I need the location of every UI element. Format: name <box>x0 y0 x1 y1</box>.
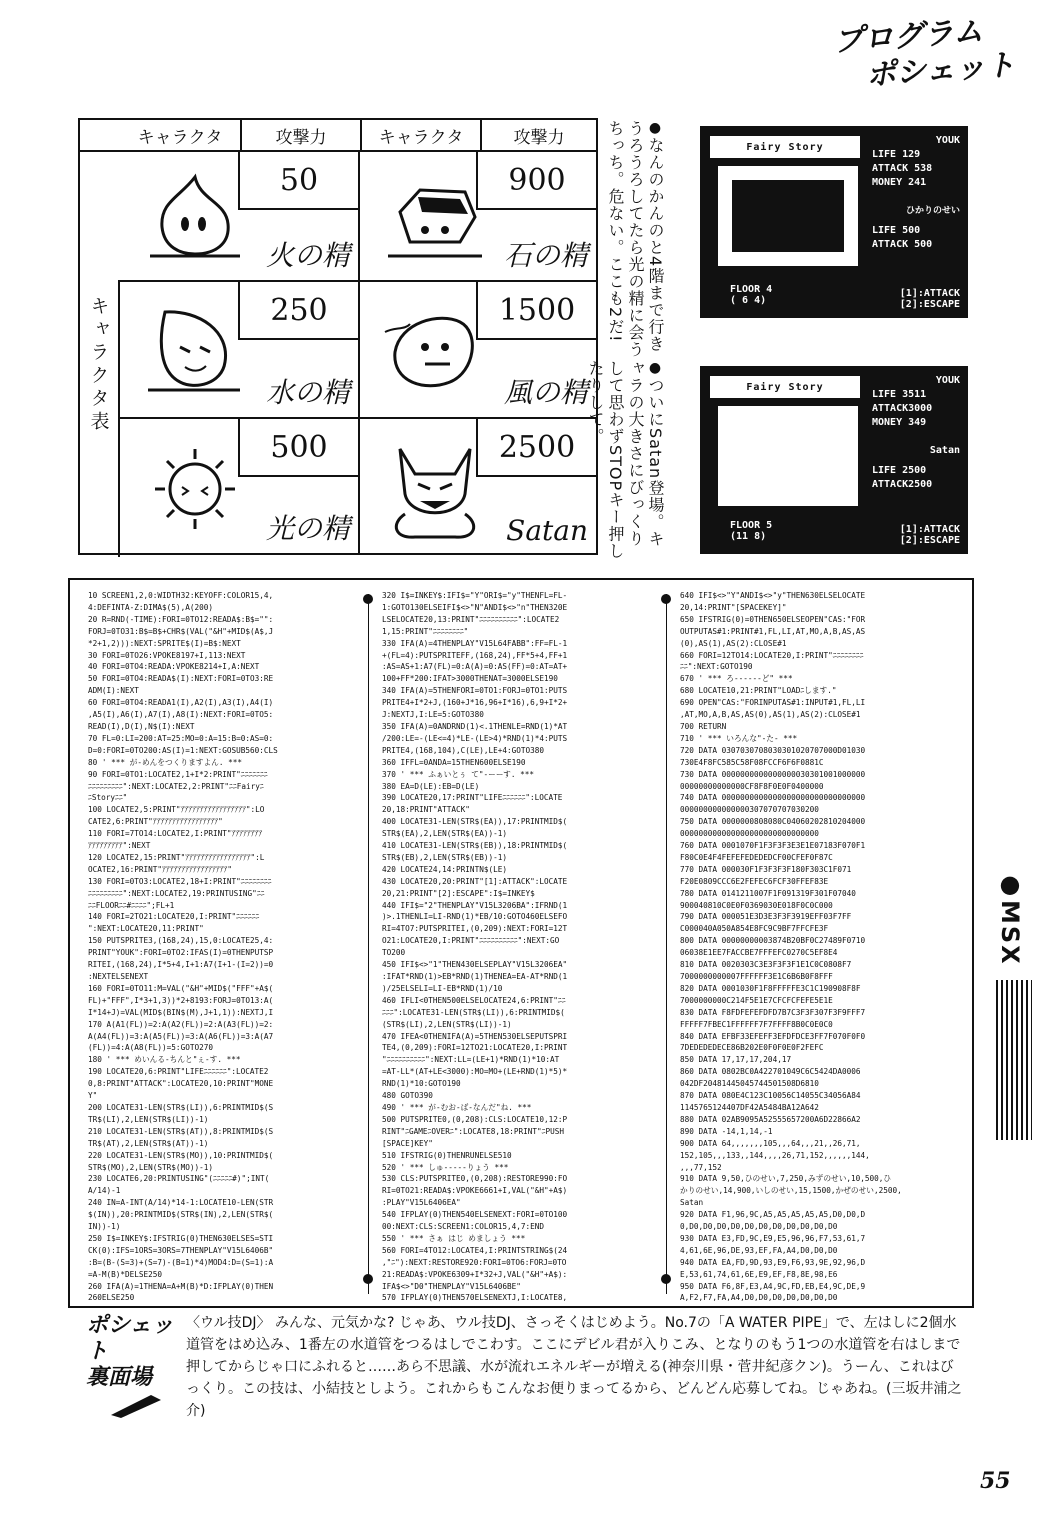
player-money-2: MONEY 349 <box>872 417 927 428</box>
header-character: キャラクタ <box>120 120 240 152</box>
stone-spirit-cell <box>360 152 596 282</box>
header-attack: 攻撃力 <box>240 120 360 152</box>
table-side-title: キャラクタ表 <box>80 280 120 557</box>
wind-spirit-attack: 1500 <box>476 282 596 340</box>
pen-icon <box>106 1390 166 1420</box>
command-menu-2 <box>900 524 960 546</box>
command-menu <box>900 288 960 310</box>
wind-spirit-name: 風の精 <box>503 376 588 409</box>
corridor <box>732 180 844 252</box>
logo-line2: ポシェット <box>864 47 1017 94</box>
player-name-2: YOUK <box>935 375 960 386</box>
light-spirit-drawing <box>140 439 250 534</box>
satan-cell <box>360 419 596 553</box>
msx-side-tab <box>996 870 1036 1140</box>
attack-command: [1]:ATTACK <box>899 288 960 299</box>
floor-display <box>730 284 772 306</box>
column-dot <box>661 1274 671 1284</box>
enemy-life-2: LIFE 2500 <box>872 465 927 476</box>
floor-position-2: (11 8) <box>730 531 767 542</box>
enemy-name: ひかりのせい <box>905 206 960 216</box>
enemy-attack: ATTACK 500 <box>872 239 933 250</box>
floor-position: ( 6 4) <box>730 295 767 306</box>
water-spirit-attack: 250 <box>238 282 358 340</box>
page-number: 55 <box>980 1468 1011 1494</box>
enemy-name-2: Satan <box>929 445 960 456</box>
satan-drawing <box>380 439 490 544</box>
fire-spirit-name: 火の精 <box>265 239 350 272</box>
attack-command-2: [1]:ATTACK <box>899 524 960 535</box>
game-screenshot-floor4 <box>700 126 968 318</box>
character-table <box>78 118 598 555</box>
player-attack-2: ATTACK3000 <box>872 403 933 414</box>
light-spirit-cell <box>120 419 360 553</box>
listing-column-2: 320 I$=INKEY$:IFI$="Y"ORI$="y"THENFL=FL- 1:GOTO130ELSEIFI$<>"N"ANDI$<>"n"THEN320E LSELOCATE20,13:PRINT"ﾆﾆﾆﾆﾆﾆﾆﾆﾆﾆ":LOCATE2 1,15:PRINT"ﾆﾆﾆﾆﾆﾆﾆﾆ" 330 IFA(A)=4THENPLAY"V15L64FABB":FF=FL-1 +(FL=4):PUTSPRITEFF,(168,24),FF*5+4,FF+1 :AS=AS+1:A7(FL)=0:A(A)=0:AS(FF)=0:AT=AT+ 100+FF*200:IFAT>3000THENAT=3000ELSE190 340 IFA(A)=5THENFORI=0TO1:FORJ=0TO1:PUTS PRITE4+I*2+J,(160+J*16,96+I*16),6,9+I*2+ J:NEXTJ,I:LE=5:GOTO380 350 IFA(A)=0ANDRND(1)<.1THENLE=RND(1)*AT /200:LE=-(LE<=4)*LE-(LE>4)*RND(1)*4:PUTS PRITE4,(168,104),C(LE),LE+4:GOTO380 360 IFFL=0ANDA=15THEN600ELSE190 370 ' *** ふぁいとぅ て"-ーーす. *** 380 EA=D(LE):EB=D(LE) 390 LOCATE20,17:PRINT"LIFEﾆﾆﾆﾆﾆﾆ":LOCATE 20,18:PRINT"ATTACK" 400 LOCATE31-LEN(STR$(EA)),17:PRINTMID$( STR$(EA),2,LEN(STR$(EA))-1) 410 LOCATE31-LEN(STR$(EB)),18:PRINTMID$( STR$(EB),2,LEN(STR$(EB))-1) 420 LOCATE24,14:PRINTN$(LE) 430 LOCATE20,20:PRINT"[1]:ATTACK":LOCATE 20,21:PRINT"[2]:ESCAPE":I$=INKEY$ 440 IFI$="2"THENPLAY"V15L3206BA":IFRND(1 )>.1THENLI=LI-RND(1)*EB/10:GOTO460ELSEFO RI=4TO7:PUTSPRITEI,(0,209):NEXT:FORI=12T O21:LOCATE20,I:PRINT"ﾆﾆﾆﾆﾆﾆﾆﾆﾆﾆ":NEXT:GO TO200 450 IFI$<>"1"THEN430ELSEPLAY"V15L3206EA" :IFAT*RND(1)>EB*RND(1)THENEA=EA-AT*RND(1 )/25ELSELI=LI-EB*RND(1)/10 460 IFLI<0THEN500ELSELOCATE24,6:PRINT"ﾆﾆ ﾆﾆﾆ":LOCATE31-LEN(STR$(LI)),6:PRINTMID$( (STR$(LI),2,LEN(STR$(LI))-1) 470 IFEA<0THENIFA(A)=5THEN530ELSEPUTSPRI TE4,(0,209):FORI=12TO21:LOCATE20,I:PRINT "ﾆﾆﾆﾆﾆﾆﾆﾆﾆﾆ":NEXT:LL=(LE+1)*RND(1)*10:AT =AT-LL*(AT+LE<3000):MO=MO+(LE+RND(1)*5)* RND(1)*10:GOTO190 480 GOTO390 490 ' *** が-むお-ば-なんだ"ね. *** 500 PUTSPRITE0,(0,208):CLS:LOCATE10,12:P RINT"ﾆGAMEﾆOVERﾆ":LOCATE8,18:PRINT"ﾆPUSH [SPACE]KEY" 510 IFSTRIG(0)THENRUNELSE510 520 ' *** しゅ-----りょう *** 530 CLS:PUTSPRITE0,(0,208):RESTORE990:FO RI=0TO21:READA$:VPOKE6661+I,VAL("&H"+A$) :PLAY"V15L6406EA" 540 IFPLAY(0)THEN540ELSENEXT:FORI=0TO100 00:NEXT:CLS:SCREEN1:COLOR15,4,7:END 550 ' *** さぁ はじ めましょう *** 560 FORI=4TO12:LOCATE4,I:PRINTSTRING$(24 ,"ﾆ"):NEXT:RESTORE920:FORI=0TO6:FORJ=0TO 21:READA$:VPOKE6309+I*32+J,VAL("&H"+A$): IFA$<>"D0"THENPLAY"V15L6406BE" 570 IFPLAY(0)THEN570ELSENEXTJ,I:LOCATE8, <box>382 591 568 1302</box>
satan-name: Satan <box>506 514 588 547</box>
light-spirit-attack: 500 <box>238 419 358 477</box>
program-listing <box>68 578 974 1308</box>
listing-column-1: 10 SCREEN1,2,0:WIDTH32:KEYOFF:COLOR15,4, 4:DEFINTA-Z:DIMA$(5),A(200) 20 R=RND(-TIME):FORI=0TO12:READA$:B$="": FORJ=0TO31:B$=B$+CHR$(VAL("&H"+MID$(A$,J *2+1,2))):NEXT:SPRITE$(I)=B$:NEXT 30 FORI=0TO26:VPOKE8197+I,113:NEXT 40 FORI=0TO4:READA:VPOKE8214+I,A:NEXT 50 FORI=0TO4:READA$(I):NEXT:FORI=0TO3:RE ADM(I):NEXT 60 FORI=0TO4:READA1(I),A2(I),A3(I),A4(I) ,A5(I),A6(I),A7(I),A8(I):NEXT:FORI=0TO5: READ(I),D(I),N$(I):NEXT 70 FL=0:LI=200:AT=25:MO=0:A=15:B=0:AS=0: D=0:FORI=0TO200:AS(I)=1:NEXT:GOSUB560:CLS 80 ' *** が-めんをつくりますよん. *** 90 FORI=0TO1:LOCATE2,1+I*2:PRINT"ﾆﾆﾆﾆﾆﾆﾆ ﾆﾆﾆﾆﾆﾆﾆﾆﾆ":NEXT:LOCATE2,2:PRINT"ﾆﾆFairyﾆ ﾆStoryﾆﾆ" 100 LOCATE2,5:PRINT"ｱｱｱｱｱｱｱｱｱｱｱｱｱｱｱｱｱ":LO CATE2,6:PRINT"ｱｱｱｱｱｱｱｱｱｱｱｱｱｱｱｱｱ" 110 FORI=7TO14:LOCATE2,I:PRINT"ｱｱｱｱｱｱｱｱ ｱｱｱｱｱｱｱｱｱ":NEXT 120 LOCATE2,15:PRINT"ｱｱｱｱｱｱｱｱｱｱｱｱｱｱｱｱｱ":L OCATE2,16:PRINT"ｱｱｱｱｱｱｱｱｱｱｱｱｱｱｱｱｱ" 130 FORI=0TO3:LOCATE2,18+I:PRINT"ﾆﾆﾆﾆﾆﾆﾆﾆ ﾆﾆﾆﾆﾆﾆﾆﾆﾆ":NEXT:LOCATE2,19:PRINTUSING"ﾆﾆ ﾆﾆFLOORﾆﾆ#ﾆﾆﾆﾆ";FL+1 140 FORI=2TO21:LOCATE20,I:PRINT"ﾆﾆﾆﾆﾆﾆ ":NEXT:LOCATE20,11:PRINT" 150 PUTSPRITE3,(168,24),15,0:LOCATE25,4: PRINT"YOUK":FORI=0TO2:IFAS(I)=0THENPUTSP RITEI,(168,24),I*5+4,I+1:A7(I+1-(I=2))=0 :NEXTELSENEXT 160 FORI=0TO11:M=VAL("&H"+MID$("FFF"+A$( FL)+"FFF",I*3+1,3))*2+8193:FORJ=0TO13:A( I*14+J)=VAL(MID$(BIN$(M),J+1,1)):NEXTJ,I 170 A(A1(FL))=2:A(A2(FL))=2:A(A3(FL))=2: A(A4(FL))=3:A(A5(FL))=3:A(A6(FL))=3:A(A7 (FL))=4:A(A8(FL))=5:GOTO270 180 ' *** めいんる-ちんと"ぇ-す. *** 190 LOCATE20,6:PRINT"LIFEﾆﾆﾆﾆﾆﾆ":LOCATE2 0,8:PRINT"ATTACK":LOCATE20,10:PRINT"MONE Y" 200 LOCATE31-LEN(STR$(LI)),6:PRINTMID$(S TR$(LI),2,LEN(STR$(LI))-1) 210 LOCATE31-LEN(STR$(AT)),8:PRINTMID$(S TR$(AT),2,LEN(STR$(AT))-1) 220 LOCATE31-LEN(STR$(MO)),10:PRINTMID$( STR$(MO),2,LEN(STR$(MO))-1) 230 LOCATE6,20:PRINTUSING"(ﾆﾆﾆﾆﾆ#)";INT( A/14)-1 240 IN=A-INT(A/14)*14-1:LOCATE10-LEN(STR $(IN)),20:PRINTMID$(STR$(IN),2,LEN(STR$( IN))-1) 250 I$=INKEY$:IFSTRIG(0)THEN630ELSES=STI CK(0):IFS=1ORS=3ORS=7THENPLAY"V15L6406B" :B=(B-(S=3)+(S=7)-(B=1)*4)MOD4:D=(S=1):A =A-M(B)*DELSE250 260 IFA(A)=1THENA=A+M(B)*D:IFPLAY(0)THEN 260ELSE250 <box>88 591 278 1302</box>
player-money: MONEY 241 <box>872 177 927 188</box>
header-attack-2: 攻撃力 <box>480 120 596 152</box>
stone-spirit-name: 石の精 <box>503 239 588 272</box>
caption-satan: ●ついにSatan登場。キャラの大きさにびっくりして思わずSTOPキー押したりして。 <box>586 360 665 560</box>
player-attack: ATTACK 538 <box>872 163 933 174</box>
player-stats <box>872 134 960 252</box>
listing-column-3: 640 IFI$<>"Y"ANDI$<>"y"THEN630ELSELOCATE 20,14:PRINT"[SPACEKEY]" 650 IFSTRIG(0)=0THEN650ELSEOPEN"CAS:"FOR OUTPUTAS#1:PRINT#1,FL,LI,AT,MO,A,B,AS,AS (0),AS(1),AS(2):CLOSE#1 660 FORI=12TO14:LOCATE20,I:PRINT"ﾆﾆﾆﾆﾆﾆﾆﾆ ﾆﾆ":NEXT:GOTO190 670 ' *** ろ------ど" *** 680 LOCATE10,21:PRINT"LOADﾆします." 690 OPEN"CAS:"FORINPUTAS#1:INPUT#1,FL,LI ,AT,MO,A,B,AS,AS(0),AS(1),AS(2):CLOSE#1 700 RETURN 710 ' *** いろんな"-た- *** 720 DATA 0307030708030301020707000D01030 730E4F8FC585C58F08FCCF6F6F0881C 730 DATA 0000000000000000030301001000000 00000000000000CF8F8F0E0F0400000 740 DATA 0000000000000000000000000000000 000000000000000307070707030200 750 DATA 0000000808080C04060202810204000 000000000000000000000000000000 760 DATA 0001070F1F3F3F3E3E1E07183F070F1 F80C0E4F4FEFEFEDEDEDCF00CFEF0F87C 770 DATA 000030F1F3F3F3F180F303C1F071 F20E0809CCC6E2FEFEC6FCF30FFEF83E 780 DATA 0141211007F1F091319F301F07040 900040810C0E0F0369030E018F0C0C000 790 DATA 000051E3D3E3F3F3919EFF03F7FF C000040A050A854E8FC9C9BF7FFCFE3F 800 DATA 00000000003874B20BF0C27489F0710 06038E1EE7FACCBE7FFFEFC0270C5EF8E4 810 DATA 0020303C3E3F3F3F1E1C0C0808F7 7000000000007FFFFFF3E1C6B6B0F8FFF 820 DATA 0001030F1F8FFFFFE3C1C190908F8F 7000000000C214F5E1E7CFCFCFEFE5E1E 830 DATA F8FDFEFEFDFD7B7C3F3F307F3F9FFF7 FFFFF7FBEC1FFFFFF7F7FFFF8B0C0E0C0 840 DATA EFBF33EFEFF3EFDFDCE3FF7F070F0F0 7DEDEDEDECE86B202E0F0F0E0F2FEFC 850 DATA 17,17,17,204,17 860 DATA 0802BC0A422701049C6C5424DA0006 042DF20481445045744501508D6810 870 DATA 080E4C123C10056C14055C34056A84 1145765124407DF42A5484BA12A642 880 DATA 02AB9095A52555657200A6D22866A2 890 DATA -14,1,14,-1 900 DATA 64,,,,,,,105,,,64,,,21,,26,71, 152,105,,,133,,144,,,,26,71,152,,,,,,144, ,,,77,152 910 DATA 9,50,ひのせい,7,250,みずのせい,10,500,ひ かりのせい,14,900,いしのせい,15,1500,かぜのせい,2500, Satan 920 DATA F1,96,9C,A5,A5,A5,A5,A5,D0,D0,D 0,D0,D0,D0,D0,D0,D0,D0,D0,D0,D0,D0 930 DATA E3,FD,9C,E9,E5,96,96,F7,53,61,7 4,61,6E,96,DE,93,EF,FA,A4,D0,D0,D0 940 DATA EA,FD,9D,93,E9,F6,93,9E,92,96,D E,53,61,74,61,6E,E9,EF,F8,8E,98,E6 950 DATA F6,8F,E3,A4,9C,FD,EB,E4,9C,DE,9 A,F2,F7,FA,A4,D0,D0,D0,D0,D0,D0,D0 <box>680 591 902 1302</box>
game-title: Fairy Story <box>710 136 860 158</box>
game-title-2: Fairy Story <box>710 376 860 398</box>
column-dot <box>363 594 373 604</box>
floor-number-2: FLOOR 5 <box>730 520 773 531</box>
msx-stripes <box>996 980 1032 1140</box>
corner-cell <box>80 120 120 152</box>
game-screenshot-satan <box>700 366 968 554</box>
wind-spirit-cell <box>360 282 596 419</box>
escape-command-2: [2]:ESCAPE <box>899 535 960 546</box>
wind-spirit-drawing <box>380 302 490 397</box>
pochette-backstage-logo <box>86 1312 181 1426</box>
msx-label: ●MSX <box>996 870 1024 966</box>
fire-spirit-attack: 50 <box>238 152 358 210</box>
floor-number: FLOOR 4 <box>730 284 773 295</box>
stone-spirit-drawing <box>380 172 490 262</box>
tip-logo-line2: 裏面場 <box>86 1364 153 1390</box>
fire-spirit-drawing <box>140 172 250 262</box>
water-spirit-cell <box>120 282 360 419</box>
program-pochette-logo <box>832 12 1017 104</box>
caption-floor4: ●なんのかんのと4階まで行きうろうろしてたら光の精に会うちっち。危ない。ここも2だ! <box>606 120 665 358</box>
enemy-life: LIFE 500 <box>872 225 921 236</box>
dungeon-view-2 <box>718 406 858 506</box>
caption-bullet-2: ● <box>647 360 663 377</box>
header-character-2: キャラクタ <box>360 120 480 152</box>
fire-spirit-cell <box>120 152 360 282</box>
tip-logo-line1: ポシェット <box>86 1312 174 1364</box>
water-spirit-name: 水の精 <box>265 376 350 409</box>
light-spirit-name: 光の精 <box>265 512 350 545</box>
caption-bullet: ● <box>647 120 663 137</box>
floor-display-2 <box>730 520 772 542</box>
water-spirit-drawing <box>140 302 250 397</box>
player-life: LIFE 129 <box>872 149 921 160</box>
column-divider-1 <box>368 594 369 1294</box>
ultra-tip-text: 〈ウル技DJ〉 みんな、元気かな? じゃあ、ウル技DJ、さっそくはじめよう。No.7の「A WATER PIPE」で、左はしに2個水道管をはめ込み、1番左の水道管をつるはしでこわす。ここにデビル君が入りこみ、となりのもう1つの水道管を右はしまで押してからじゃ口にふれると……あら不思議、水が流れエネルギーが増える(神奈川県・菅井紀彦クン)。うーん、これはびっくり。この技は、小結技としよう。これからもこんなお便りまってるから、どんどん応募してね。じゃあね。(三坂井浦之介) <box>186 1315 962 1419</box>
player-life-2: LIFE 3511 <box>872 389 927 400</box>
logo-line1: プログラム <box>832 13 985 60</box>
satan-attack: 2500 <box>476 419 596 477</box>
escape-command: [2]:ESCAPE <box>899 299 960 310</box>
dungeon-view <box>718 166 858 266</box>
column-dot <box>661 594 671 604</box>
enemy-attack-2: ATTACK2500 <box>872 479 933 490</box>
player-name: YOUK <box>935 135 960 146</box>
column-dot <box>363 1274 373 1284</box>
stone-spirit-attack: 900 <box>476 152 596 210</box>
column-divider-2 <box>666 594 667 1294</box>
player-stats-2 <box>872 374 960 492</box>
